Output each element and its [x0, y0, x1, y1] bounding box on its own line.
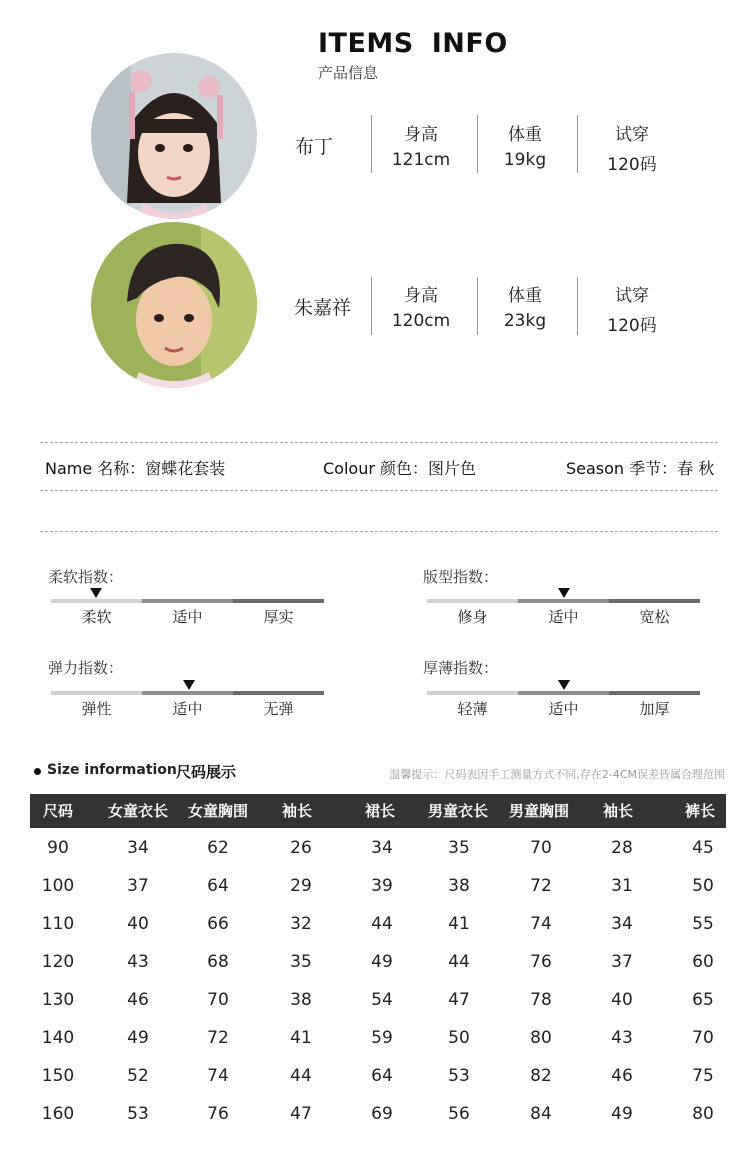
softness-marker — [90, 588, 102, 598]
fit-options: 修身 适中 宽松 — [457, 608, 670, 626]
table-header-cell: 尺码 — [42, 802, 74, 820]
table-cell: 55 — [692, 914, 714, 934]
table-header-cell: 袖长 — [602, 802, 634, 820]
table-cell: 45 — [692, 838, 714, 858]
bullet-icon — [34, 768, 41, 775]
table-cell: 35 — [448, 838, 470, 858]
table-row — [30, 1019, 726, 1057]
table-cell: 34 — [127, 838, 149, 858]
table-cell: 65 — [692, 990, 714, 1010]
table-cell: 160 — [41, 1104, 75, 1124]
table-cell: 74 — [530, 914, 552, 934]
table-cell: 49 — [611, 1104, 633, 1124]
table-cell: 66 — [207, 914, 229, 934]
table-cell: 60 — [692, 952, 714, 972]
table-cell: 49 — [371, 952, 393, 972]
model-name: 朱嘉祥 — [294, 297, 352, 319]
table-cell: 43 — [611, 1028, 633, 1048]
table-header-cell: 裙长 — [364, 802, 396, 820]
model-weight: 体重 23kg — [503, 286, 547, 331]
table-row — [30, 829, 726, 867]
table-cell: 64 — [207, 876, 229, 896]
model-photo-girl — [91, 53, 257, 219]
table-cell: 40 — [611, 990, 633, 1010]
table-cell: 69 — [371, 1104, 393, 1124]
elasticity-options: 弹性 适中 无弹 — [81, 700, 294, 718]
page-title: ITEMS INFO — [318, 28, 508, 59]
table-cell: 130 — [41, 990, 75, 1010]
model-try-size: 试穿 120码 — [607, 125, 657, 175]
elasticity-bar — [51, 691, 324, 695]
table-cell: 68 — [207, 952, 229, 972]
softness-index-label: 柔软指数： — [48, 568, 124, 586]
product-name: Name 名称：窗蝶花套装 — [45, 459, 226, 478]
table-cell: 140 — [41, 1028, 75, 1048]
table-cell: 80 — [530, 1028, 552, 1048]
table-cell: 72 — [530, 876, 552, 896]
table-cell: 43 — [127, 952, 149, 972]
model-try-size: 试穿 120码 — [607, 286, 657, 336]
thickness-bar — [427, 691, 700, 695]
fit-bar — [427, 599, 700, 603]
table-cell: 31 — [611, 876, 633, 896]
table-cell: 35 — [290, 952, 312, 972]
table-cell: 47 — [448, 990, 470, 1010]
table-cell: 84 — [530, 1104, 552, 1124]
fit-index-label: 版型指数： — [423, 568, 499, 586]
size-table-header — [30, 794, 726, 828]
table-cell: 34 — [371, 838, 393, 858]
model-weight: 体重 19kg — [503, 125, 547, 170]
table-cell: 29 — [290, 876, 312, 896]
model-photo-boy — [91, 222, 257, 388]
table-cell: 70 — [692, 1028, 714, 1048]
table-header-cell: 女童胸围 — [187, 802, 249, 820]
table-cell: 39 — [371, 876, 393, 896]
table-cell: 100 — [41, 876, 75, 896]
dashed-divider — [40, 442, 718, 443]
table-cell: 46 — [127, 990, 149, 1010]
table-cell: 28 — [611, 838, 633, 858]
page-subtitle: 产品信息 — [318, 64, 379, 82]
model-height: 身高 120cm — [391, 286, 451, 331]
table-cell: 62 — [207, 838, 229, 858]
table-cell: 70 — [207, 990, 229, 1010]
dashed-divider — [40, 531, 718, 532]
table-cell: 90 — [47, 838, 69, 858]
table-cell: 74 — [207, 1066, 229, 1086]
table-cell: 46 — [611, 1066, 633, 1086]
elasticity-marker — [183, 680, 195, 690]
table-row — [30, 943, 726, 981]
product-season: Season 季节：春 秋 — [566, 459, 715, 478]
table-cell: 50 — [692, 876, 714, 896]
size-title-cn: 尺码展示 — [176, 763, 237, 781]
table-row — [30, 905, 726, 943]
table-cell: 32 — [290, 914, 312, 934]
table-cell: 41 — [448, 914, 470, 934]
table-cell: 75 — [692, 1066, 714, 1086]
table-cell: 53 — [448, 1066, 470, 1086]
table-cell: 64 — [371, 1066, 393, 1086]
table-cell: 76 — [207, 1104, 229, 1124]
model-height: 身高 121cm — [391, 125, 451, 170]
thickness-options: 轻薄 适中 加厚 — [457, 700, 670, 718]
divider — [577, 277, 578, 335]
table-row — [30, 981, 726, 1019]
elasticity-index-label: 弹力指数： — [48, 659, 124, 677]
table-cell: 49 — [127, 1028, 149, 1048]
fit-marker — [558, 588, 570, 598]
table-cell: 40 — [127, 914, 149, 934]
table-cell: 150 — [41, 1066, 75, 1086]
table-cell: 37 — [127, 876, 149, 896]
table-cell: 41 — [290, 1028, 312, 1048]
table-cell: 50 — [448, 1028, 470, 1048]
table-header-cell: 袖长 — [281, 802, 313, 820]
table-cell: 72 — [207, 1028, 229, 1048]
softness-options: 柔软 适中 厚实 — [81, 608, 294, 626]
table-row — [30, 1057, 726, 1095]
table-cell: 82 — [530, 1066, 552, 1086]
table-cell: 38 — [290, 990, 312, 1010]
table-cell: 76 — [530, 952, 552, 972]
table-header-cell: 男童胸围 — [508, 802, 570, 820]
table-cell: 47 — [290, 1104, 312, 1124]
table-cell: 52 — [127, 1066, 149, 1086]
table-header-cell: 裤长 — [684, 802, 716, 820]
table-cell: 120 — [41, 952, 75, 972]
size-title-en: Size information — [47, 762, 177, 778]
table-cell: 44 — [290, 1066, 312, 1086]
table-cell: 80 — [692, 1104, 714, 1124]
table-cell: 26 — [290, 838, 312, 858]
product-colour: Colour 颜色：图片色 — [323, 459, 477, 478]
table-cell: 44 — [371, 914, 393, 934]
table-row — [30, 1095, 726, 1133]
divider — [577, 115, 578, 173]
softness-bar — [51, 599, 324, 603]
thickness-marker — [558, 680, 570, 690]
table-cell: 38 — [448, 876, 470, 896]
table-row — [30, 867, 726, 905]
table-header-cell: 女童衣长 — [107, 802, 169, 820]
table-cell: 34 — [611, 914, 633, 934]
model-name: 布丁 — [295, 136, 334, 158]
table-cell: 56 — [448, 1104, 470, 1124]
table-header-cell: 男童衣长 — [427, 802, 489, 820]
table-cell: 44 — [448, 952, 470, 972]
table-cell: 53 — [127, 1104, 149, 1124]
table-cell: 110 — [41, 914, 75, 934]
size-tip: 温馨提示：尺码表因手工测量方式不同,存在2-4CM误差皆属合理范围 — [389, 768, 725, 781]
table-cell: 70 — [530, 838, 552, 858]
table-cell: 54 — [371, 990, 393, 1010]
table-cell: 37 — [611, 952, 633, 972]
dashed-divider — [40, 490, 718, 491]
thickness-index-label: 厚薄指数： — [423, 659, 499, 677]
table-cell: 78 — [530, 990, 552, 1010]
table-cell: 59 — [371, 1028, 393, 1048]
